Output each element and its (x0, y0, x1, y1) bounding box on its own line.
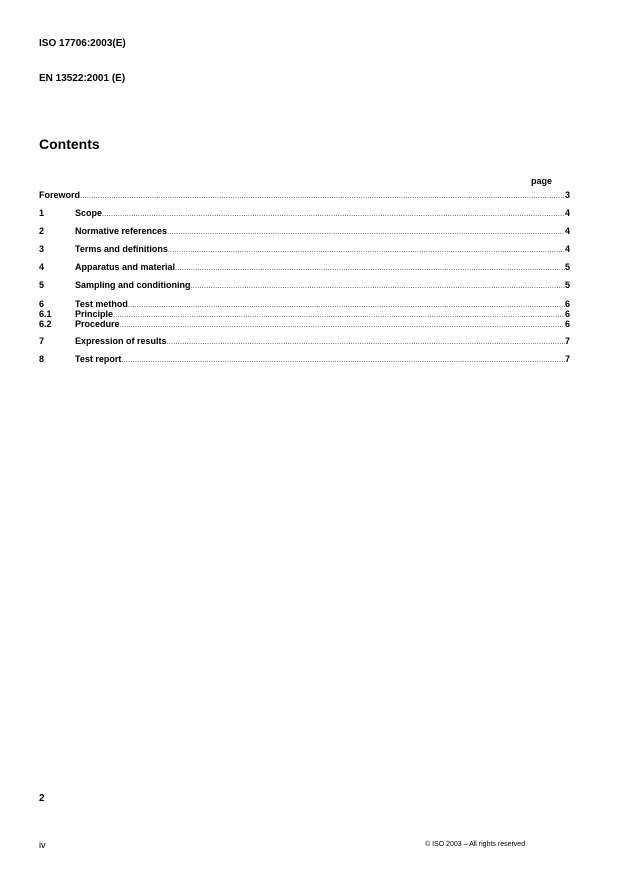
toc-entry-scope[interactable] (39, 208, 570, 219)
toc-entry-number: 4 (39, 262, 45, 272)
toc-entry-title: Normative references (75, 226, 168, 236)
toc-entry-number: 3 (39, 244, 45, 254)
en-reference: EN 13522:2001 (E) (39, 73, 126, 84)
toc-entry-terms-and-definitions[interactable] (39, 244, 570, 255)
toc-entry-title: Principle (75, 309, 114, 319)
toc-entry-test-report[interactable] (39, 354, 570, 365)
toc-entry-page: 4 (564, 226, 570, 236)
toc-entry-title: Terms and definitions (75, 244, 168, 254)
toc-entry-title: Expression of results (75, 336, 167, 346)
toc-entry-title: Apparatus and material (75, 262, 176, 272)
toc-entry-sampling-and-conditioning[interactable] (39, 280, 570, 291)
toc-entry-page: 5 (564, 280, 570, 290)
toc-leader (121, 355, 565, 366)
toc-entry-apparatus-and-material[interactable] (39, 262, 570, 273)
toc-entry-page: 6 (564, 309, 570, 319)
toc-entry-page: 3 (564, 190, 570, 200)
toc-entry-foreword[interactable] (39, 190, 570, 201)
toc-entry-number: 8 (39, 354, 45, 364)
toc-entry-number: 2 (39, 226, 45, 236)
toc-leader (80, 191, 565, 202)
toc-entry-expression-of-results[interactable] (39, 336, 570, 347)
toc-entry-number: 6.2 (39, 319, 52, 329)
toc-leader (168, 245, 565, 256)
toc-leader (191, 281, 565, 292)
toc-entry-page: 4 (564, 208, 570, 218)
toc-entry-number: 1 (39, 208, 45, 218)
toc-entry-page: 4 (564, 244, 570, 254)
toc-leader (120, 320, 565, 331)
toc-leader (102, 209, 565, 220)
toc-entry-title: Procedure (75, 319, 120, 329)
toc-entry-title: Sampling and conditioning (75, 280, 191, 290)
roman-page-number: iv (39, 840, 46, 850)
toc-leader (167, 227, 565, 238)
toc-entry-normative-references[interactable] (39, 226, 570, 237)
iso-reference: ISO 17706:2003(E) (39, 38, 126, 49)
toc-leader (175, 263, 565, 274)
toc-entry-page: 5 (564, 262, 570, 272)
toc-entry-title: Test method (75, 299, 128, 309)
toc-entry-number: 5 (39, 280, 45, 290)
copyright-notice: © ISO 2003 – All rights reserved (425, 841, 526, 848)
toc-entry-procedure[interactable] (39, 319, 570, 330)
toc-entry-number: 6 (39, 299, 45, 309)
page-column-heading: page (531, 176, 553, 186)
toc-entry-page: 7 (564, 354, 570, 364)
toc-entry-title: Scope (75, 208, 103, 218)
toc-entry-page: 7 (564, 336, 570, 346)
toc-leader (167, 337, 565, 348)
toc-entry-number: 7 (39, 336, 45, 346)
toc-entry-title: Test report (75, 354, 122, 364)
contents-title: Contents (39, 136, 100, 152)
page-number: 2 (39, 793, 45, 804)
toc-entry-page: 6 (564, 299, 570, 309)
toc-entry-number: 6.1 (39, 309, 52, 319)
toc-entry-title: Foreword (39, 190, 81, 200)
toc-entry-page: 6 (564, 319, 570, 329)
